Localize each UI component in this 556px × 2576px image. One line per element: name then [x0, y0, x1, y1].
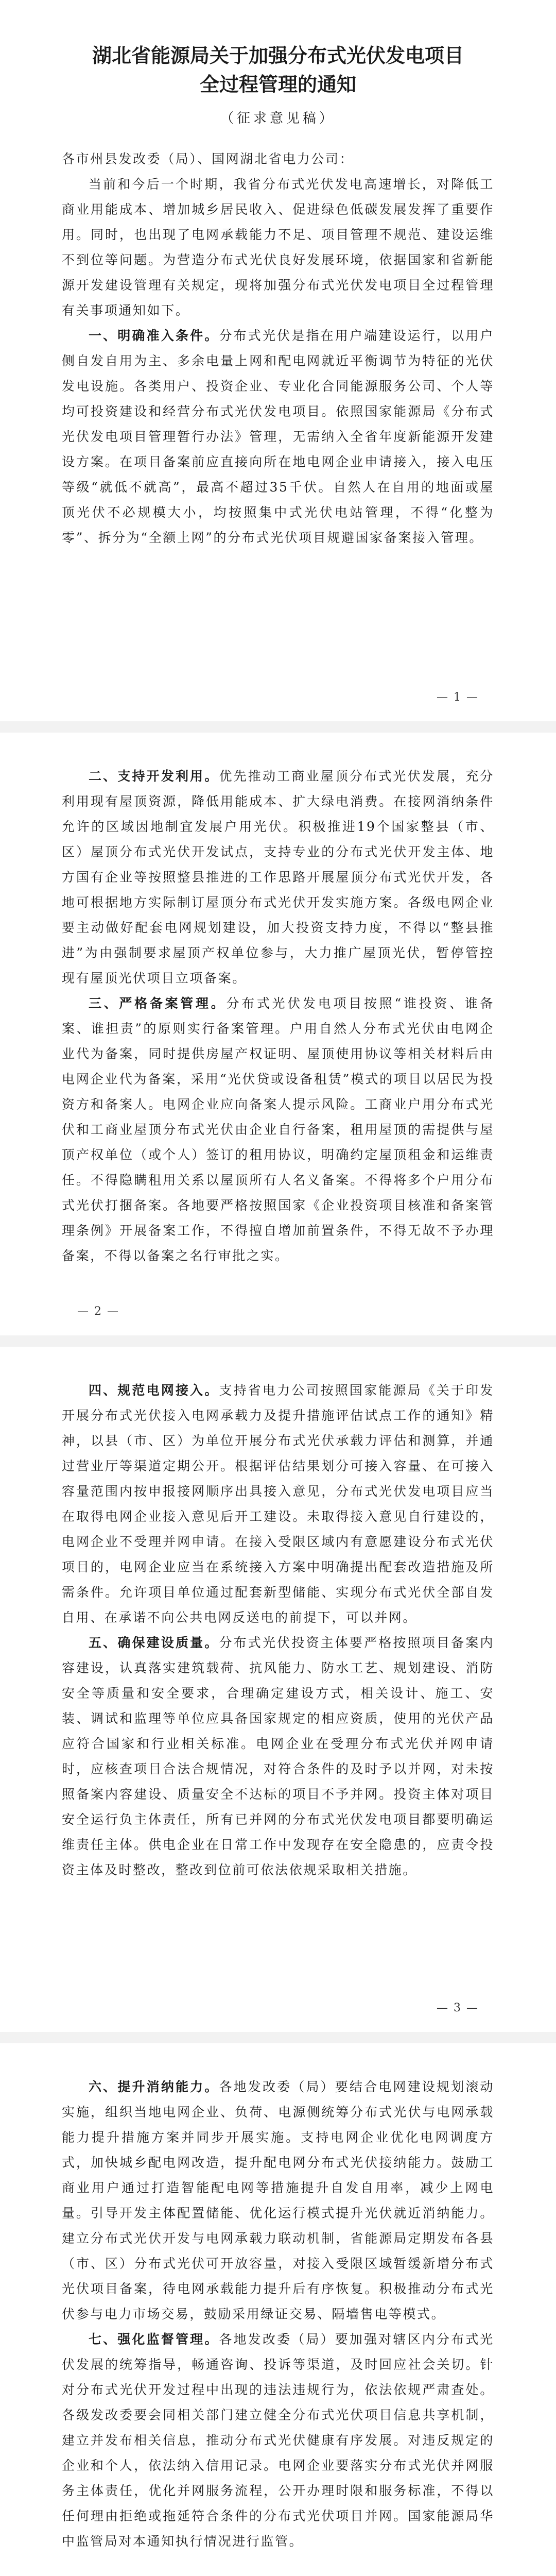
page-number-1: — 1 —	[437, 691, 479, 704]
section-6-body: 各地发改委（局）要结合电网建设规划滚动实施，组织当地电网企业、负荷、电源侧统筹分布式光伏与电网承载能力提升措施方案并同步开展实施。支持电网企业优化电网调度方式，加快城乡配电网改造，提升配电网分布式光伏接纳能力。鼓励工商业用户通过打造智能配电网等措施提升自发自用率，减少上网电量。引导开发主体配置储能、优化运行模式提升光伏就近消纳能力。建立分布式光伏开发与电网承载力联动机制，省能源局定期发布各县（市、区）分布式光伏可开放容量，对接入受限区域暂缓新增分布式光伏项目备案，待电网承载能力提升后有序恢复。积极推动分布式光伏参与电力市场交易，鼓励采用绿证交易、隔墙售电等模式。	[62, 2079, 494, 2321]
page-separator	[0, 721, 556, 733]
section-4-heading: 四、规范电网接入。	[89, 1383, 219, 1398]
section-5-heading: 五、确保建设质量。	[89, 1635, 219, 1650]
page-2	[0, 733, 556, 1335]
section-5-body: 分布式光伏投资主体要严格按照项目备案内容建设，认真落实建筑载荷、抗风能力、防水工艺、规划建设、消防安全等质量和安全要求，合理确定建设方式，相关设计、施工、安装、调试和监理等单位应具备国家规定的相应资质，使用的光伏产品应符合国家和行业相关标准。电网企业在受理分布式光伏并网申请时，应核查项目合法合规情况，对符合条件的及时予以并网，对未按照备案内容建设、质量安全不达标的项目不予并网。投资主体对项目安全运行负主体责任，所有已并网的分布式光伏发电项目都要明确运维责任主体。供电企业在日常工作中发现存在安全隐患的，应责令投资主体及时整改，整改到位前可依法依规采取相关措施。	[62, 1635, 494, 1877]
section-6	[62, 2074, 494, 2327]
section-3-body: 分布式光伏发电项目按照“谁投资、谁备案、谁担责”的原则实行备案管理。户用自然人分布式光伏由电网企业代为备案，同时提供房屋产权证明、屋顶使用协议等相关材料后由电网企业代为备案，采用“光伏贷或设备租赁”模式的项目以居民为投资方和备案人。电网企业应向备案人提示风险。工商业户用分布式光伏和工商业屋顶分布式光伏由企业自行备案，租用屋顶的需提供与屋顶产权单位（或个人）签订的租用协议，明确约定屋顶租金和运维责任。不得隐瞒租用关系以屋顶所有人名义备案。不得将多个户用分布式光伏打捆备案。各地要严格按照国家《企业投资项目核准和备案管理条例》开展备案工作，不得擅自增加前置条件，不得无故不予办理备案，不得以备案之名行审批之实。	[62, 996, 494, 1263]
section-5	[62, 1630, 494, 1883]
section-1-heading: 一、明确准入条件。	[89, 328, 219, 343]
page-number-2: — 2 —	[77, 1305, 119, 1318]
salutation: 各市州县发改委（局）、国网湖北省电力公司：	[62, 151, 354, 166]
section-2	[62, 764, 494, 991]
section-1-body: 分布式光伏是指在用户端建设运行，以用户侧自发自用为主、多余电量上网和配电网就近平衡调节为特征的光伏发电设施。各类用户、投资企业、专业化合同能源服务公司、个人等均可投资建设和经营分布式光伏发电项目。依照国家能源局《分布式光伏发电项目管理暂行办法》管理，无需纳入全省年度新能源开发建设方案。在项目备案前应直接向所在地电网企业申请接入，接入电压等级“就低不就高”，最高不超过35千伏。自然人在自用的地面或屋顶光伏不必规模大小，均按照集中式光伏电站管理，不得“化整为零”、拆分为“全额上网”的分布式光伏项目规避国家备案接入管理。	[62, 328, 494, 545]
page-3	[0, 1347, 556, 2032]
title-line-2: 全过程管理的通知	[199, 73, 356, 96]
section-7-heading: 七、强化监督管理。	[89, 2332, 219, 2347]
section-6-heading: 六、提升消纳能力。	[89, 2079, 219, 2094]
document-title	[62, 41, 494, 99]
section-2-heading: 二、支持开发利用。	[89, 769, 219, 784]
intro-paragraph: 当前和今后一个时期，我省分布式光伏发电高速增长，对降低工商业用能成本、增加城乡居民收入、促进绿色低碳发展发挥了重要作用。同时，也出现了电网承载能力不足、项目管理不规范、建设运维不到位等问题。为营造分布式光伏良好发展环境，依据国家和省新能源开发建设管理有关规定，现将加强分布式光伏发电项目全过程管理有关事项通知如下。	[62, 177, 494, 318]
section-4-body: 支持省电力公司按照国家能源局《关于印发开展分布式光伏接入电网承载力及提升措施评估试点工作的通知》精神，以县（市、区）为单位开展分布式光伏承载力评估和测算，并通过营业厅等渠道定期公开。根据评估结果划分可接入容量、在可接入容量范围内按申报接网顺序出具接入意见，分布式光伏发电项目应当在取得电网企业接入意见后开工建设。未取得接入意见自行建设的，电网企业不受理并网申请。在接入受限区域内有意愿建设分布式光伏项目的，电网企业应当在系统接入方案中明确提出配套改造措施及所需条件。允许项目单位通过配套新型储能、实现分布式光伏全部自发自用、在承诺不向公共电网反送电的前提下，可以并网。	[62, 1383, 494, 1625]
page-4	[0, 2043, 556, 2576]
section-7	[62, 2327, 494, 2554]
document-subtitle: （征求意见稿）	[220, 111, 336, 126]
section-4	[62, 1378, 494, 1630]
page-separator	[0, 1335, 556, 1347]
section-3	[62, 991, 494, 1268]
section-3-heading: 三、严格备案管理。	[89, 996, 227, 1011]
page-separator	[0, 2032, 556, 2043]
section-7-body: 各地发改委（局）要加强对辖区内分布式光伏发展的统筹指导，畅通咨询、投诉等渠道，及时回应社会关切。针对分布式光伏开发过程中出现的违法违规行为，依法依规严肃查处。各级发改委要会同相关部门建立健全分布式光伏项目信息共享机制，建立并发布相关信息，推动分布式光伏健康有序发展。对违反规定的企业和个人，依法纳入信用记录。电网企业要落实分布式光伏并网服务主体责任，优化并网服务流程，公开办理时限和服务标准，不得以任何理由拒绝或拖延符合条件的分布式光伏项目并网。国家能源局华中监管局对本通知执行情况进行监管。	[62, 2332, 494, 2549]
section-2-body: 优先推动工商业屋顶分布式光伏发展，充分利用现有屋顶资源，降低用能成本、扩大绿电消费。在接网消纳条件允许的区域因地制宜发展户用光伏。积极推进19个国家整县（市、区）屋顶分布式光伏开发试点，支持专业的分布式光伏开发主体、地方国有企业等按照整县推进的工作思路开展屋顶分布式光伏开发，各地可根据地方实际制订屋顶分布式光伏开发实施方案。各级电网企业要主动做好配套电网规划建设，加大投资支持力度，不得以“整县推进”为由强制要求屋顶产权单位参与，大力推广屋顶光伏，暂停管控现有屋顶光伏项目立项备案。	[62, 769, 494, 986]
page-number-3: — 3 —	[437, 2002, 479, 2014]
page-1	[0, 0, 556, 721]
title-line-1: 湖北省能源局关于加强分布式光伏发电项目	[92, 44, 464, 67]
section-1	[62, 323, 494, 550]
